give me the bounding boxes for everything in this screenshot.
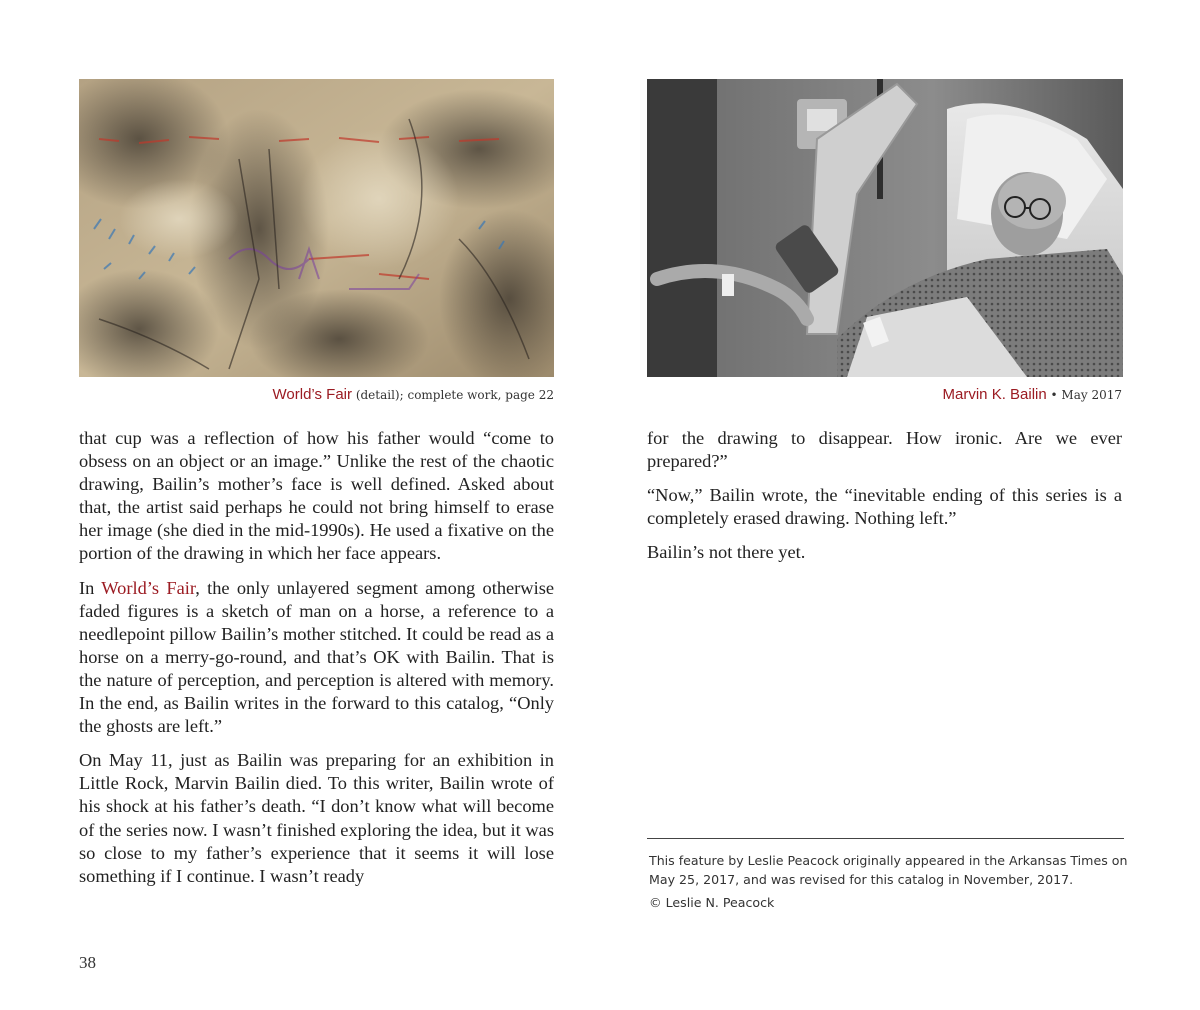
worlds-fair-artwork-image <box>79 79 554 377</box>
worlds-fair-caption <box>273 386 554 405</box>
paragraph: for the drawing to disappear. How ironic. Are we ever prepared?” <box>647 428 1122 472</box>
right-body-text <box>647 427 1122 575</box>
caption-detail: (detail); complete work, page 22 <box>352 388 554 402</box>
credit-note <box>649 851 1139 916</box>
paragraph: On May 11, just as Bailin was preparing for an exhibition in Little Rock, Marvin Bailin died. To this writer, Bailin wrote of his shock at his father’s death. “I don’t know what will become of the series now. I wasn’t finished exploring the idea, but it was so close to my father’s experience that it seems it will lose something if I continue. I wasn’t ready <box>79 750 554 886</box>
copyright-text: © Leslie N. Peacock <box>649 895 775 910</box>
portrait-caption <box>943 386 1122 405</box>
paragraph: “Now,” Bailin wrote, the “inevitable ending of this series is a completely erased drawing. Nothing left.” <box>647 485 1122 529</box>
paragraph: Bailin’s not there yet. <box>647 542 806 563</box>
caption-title: Marvin K. Bailin <box>942 386 1047 403</box>
right-page <box>600 0 1200 1010</box>
paragraph <box>79 577 554 739</box>
left-body-text <box>79 427 554 899</box>
artwork-title: World’s Fair <box>101 577 196 598</box>
credit-text: This feature by Leslie Peacock originally appeared in the Arkansas Times on May 25, 2017, and was revised for this catalog in November, 2017. <box>649 853 1128 887</box>
caption-date: • May 2017 <box>1046 388 1122 402</box>
hospital-portrait-photo <box>647 79 1123 377</box>
paragraph-text: In <box>79 577 102 598</box>
page-number: 38 <box>79 953 96 972</box>
credit-divider <box>647 838 1124 839</box>
caption-title: World’s Fair <box>272 386 352 403</box>
paragraph-text: , the only unlayered segment among otherwise faded figures is a sketch of man on a horse, a reference to a needlepoint pillow Bailin’s mother stitched. It could be read as a horse on a merry-go-round, and that’s OK with Bailin. That is the nature of perception, and perception is altered with memory. In the end, as Bailin writes in the forward to this catalog, “Only the ghosts are left.” <box>79 577 555 737</box>
paragraph: that cup was a reflection of how his father would “come to obsess on an object or an image.” Unlike the rest of the chaotic drawing, Bailin’s mother’s face is well defined. Asked about that, the artist said perhaps he could not bring himself to erase her image (she died in the mid-1990s). He used a fixative on the portion of the drawing in which her face appears. <box>79 428 554 564</box>
